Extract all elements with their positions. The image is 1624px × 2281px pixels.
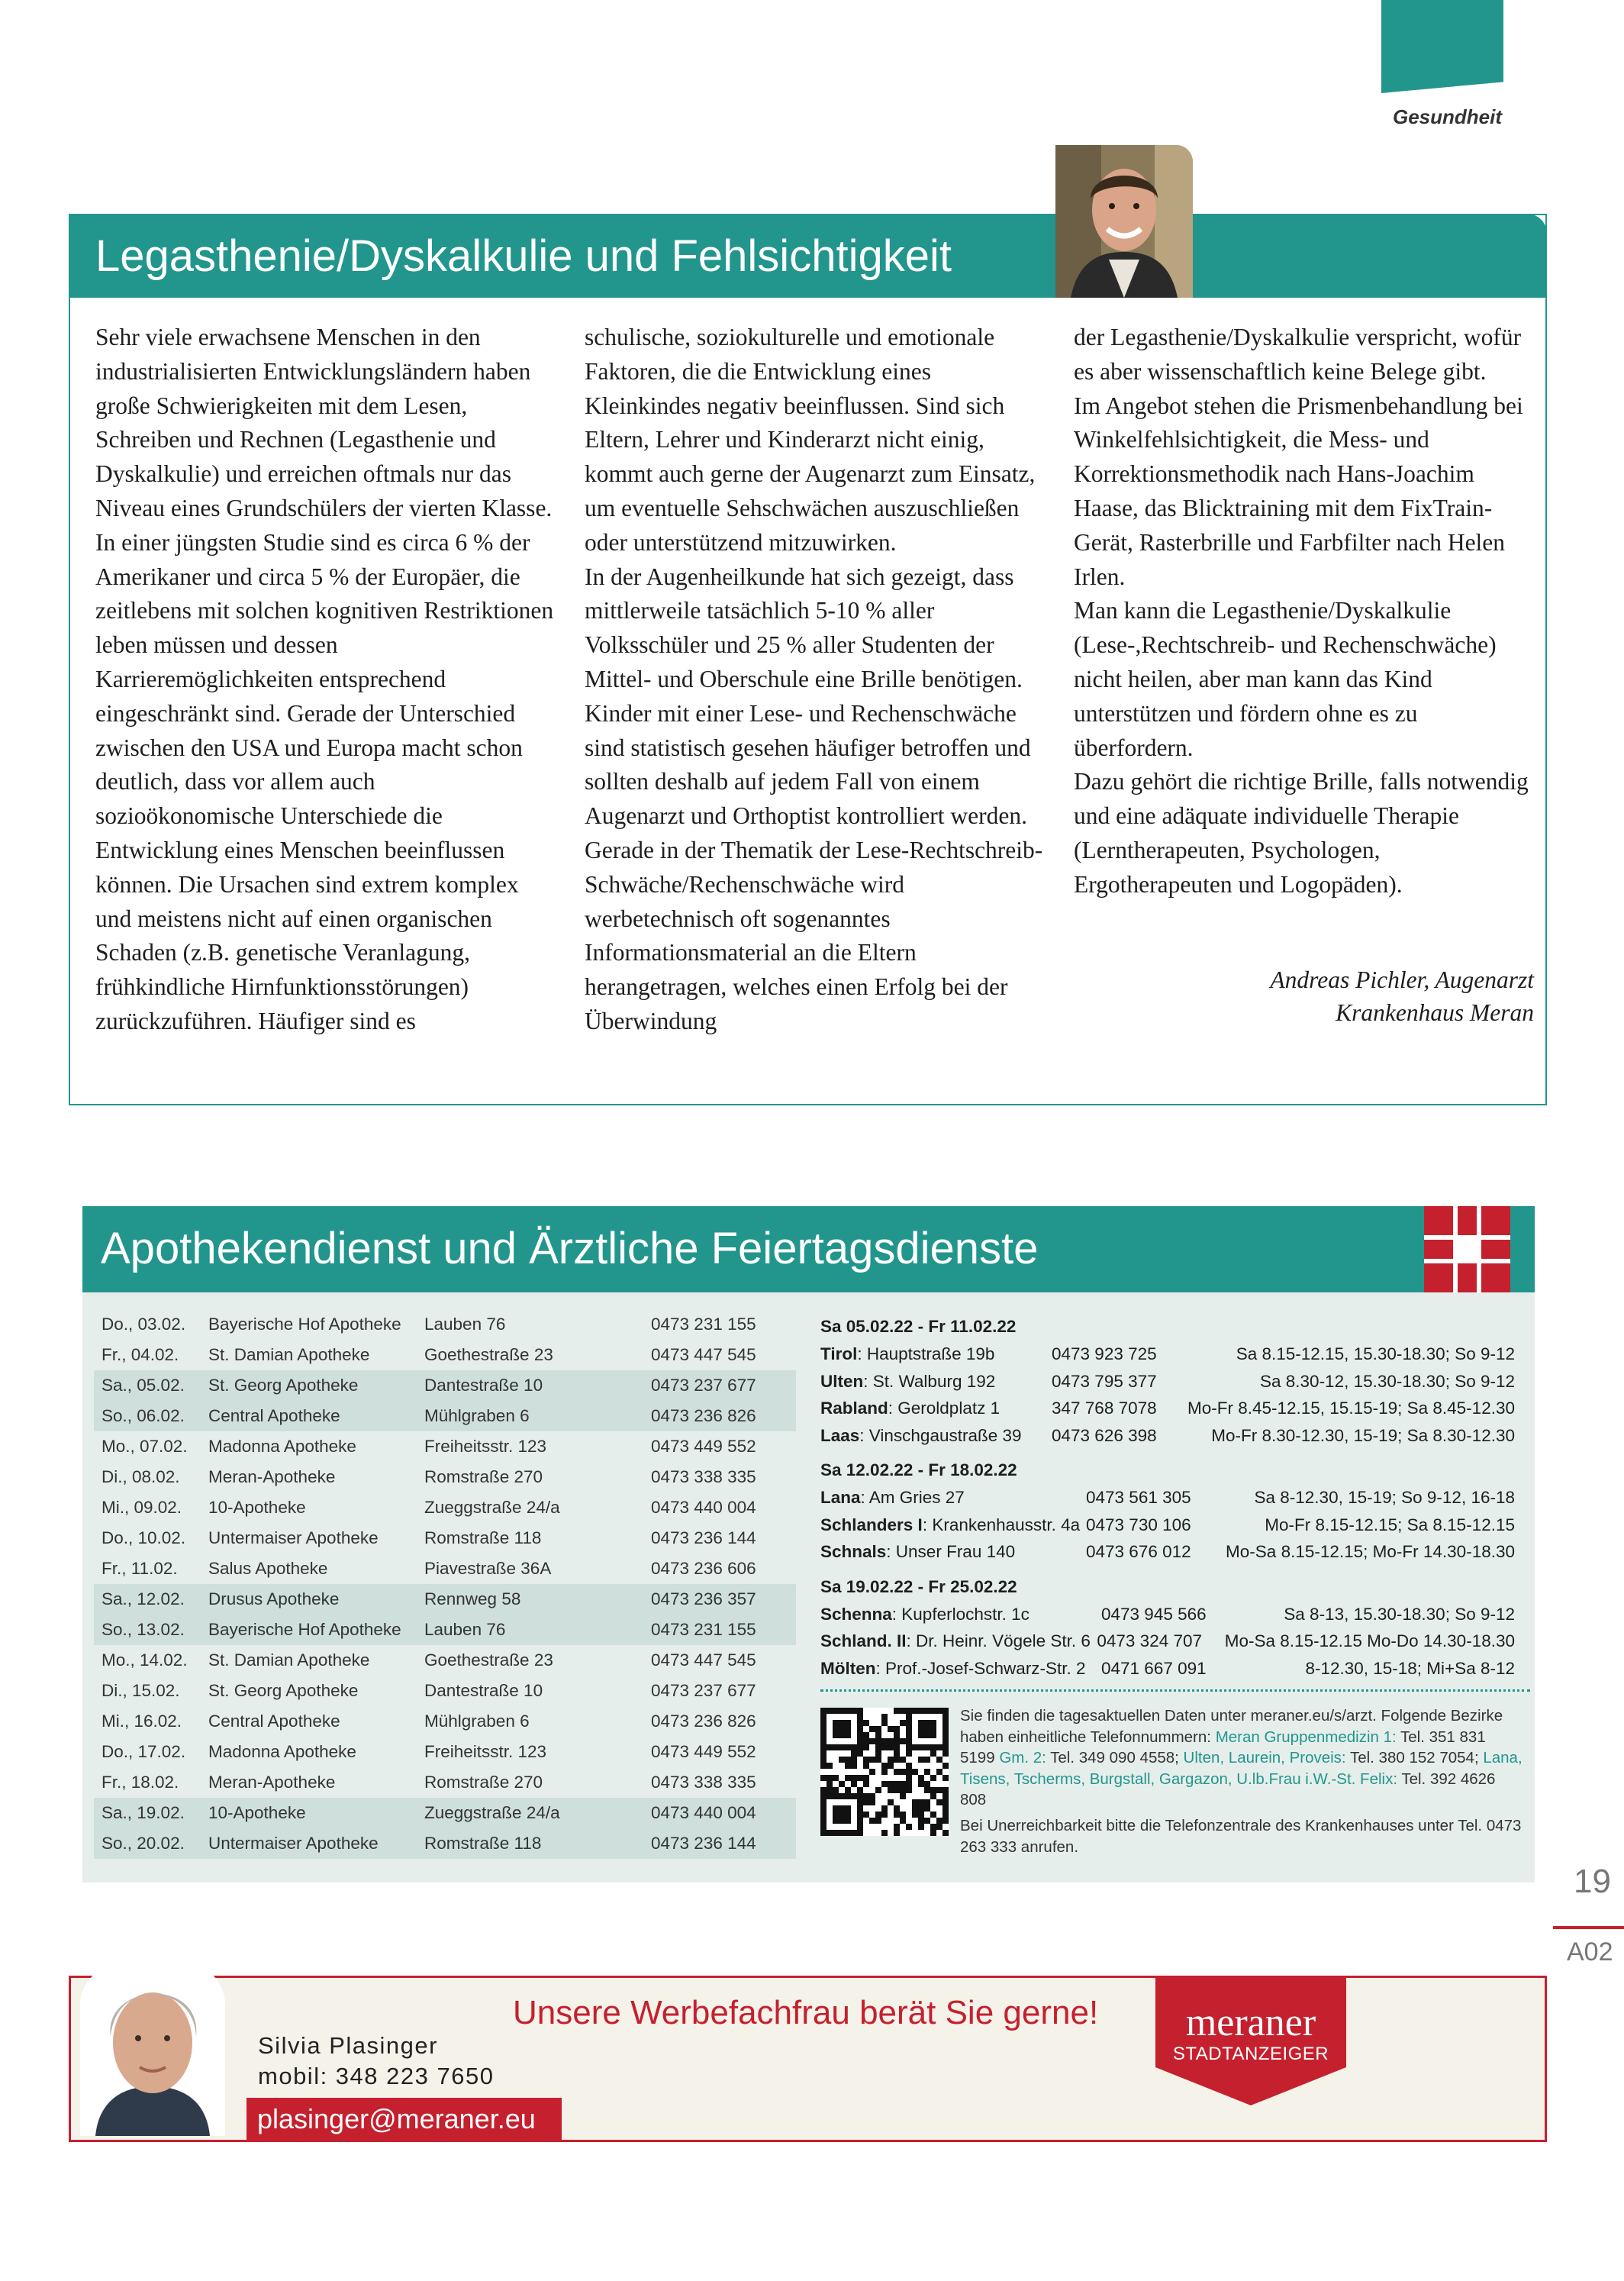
table-row [94, 1462, 796, 1492]
pharmacy-name-cell: St. Damian Apotheke [208, 1650, 370, 1670]
doctor-hours: Mo-Fr 8.15-12.15; Sa 8.15-12.15 [1265, 1515, 1515, 1534]
date-cell: Sa., 12.02. [94, 1584, 201, 1615]
pharmacy-name-cell: Bayerische Hof Apotheke [201, 1615, 417, 1645]
pharmacy-duty-table [94, 1309, 796, 1859]
address-cell: Freiheitsstr. 123 [424, 1437, 547, 1456]
phone-cell: 0473 440 004 [651, 1498, 756, 1517]
table-row [94, 1798, 796, 1828]
doctor-info-text [960, 1705, 1525, 1857]
doctor-location [820, 1422, 1052, 1450]
info-paragraph: Sie finden die tagesaktuellen Daten unter meraner.eu/s/arzt. Folgende Bezirke haben einheitliche Telefonnummern: Meran Gruppenmedizin 1: Tel. 351 831 5199 Gm. 2: Tel. 349 090 4558; Ulten, Laurein, Proveis: Tel. 380 152 7054; Lana, Tisens, Tscherms, Burgstall, Gargazon, U.lb.Frau i.W.-St. Felix: Tel. 392 4626 808 [960, 1707, 1522, 1809]
doctor-hours: 8-12.30, 15-18; Mi+Sa 8-12 [1305, 1658, 1515, 1678]
address-cell: Romstraße 118 [417, 1828, 643, 1859]
doctor-location [820, 1655, 1101, 1683]
pharmacy-name-cell: Madonna Apotheke [208, 1742, 356, 1761]
pharmacy-name-cell: St. Georg Apotheke [201, 1370, 417, 1401]
doctor-phone: 0473 324 707 [1097, 1631, 1203, 1650]
phone-cell: 0473 447 545 [651, 1345, 756, 1364]
doctor-duty-row [820, 1628, 1515, 1655]
doctor-address: : Am Gries 27 [860, 1488, 965, 1507]
table-row [94, 1401, 796, 1431]
article-column-2 [585, 321, 1046, 1039]
date-cell: Di., 08.02. [102, 1467, 180, 1486]
doctor-duty-row [820, 1512, 1515, 1539]
page-number-rule [1553, 1926, 1624, 1929]
pharmacy-name-cell: Central Apotheke [201, 1401, 417, 1431]
logo-name: meraner [1185, 2001, 1316, 2044]
pharmacy-cross-icon [1424, 1206, 1510, 1292]
address-cell: Piavestraße 36A [424, 1559, 552, 1578]
doctor-duty-row [820, 1395, 1515, 1422]
doctor-duty-row [820, 1655, 1515, 1683]
date-cell: Do., 10.02. [102, 1528, 186, 1547]
phone-cell: 0473 447 545 [651, 1650, 756, 1670]
date-cell: Mo., 07.02. [102, 1437, 188, 1456]
doctor-hours: Mo-Sa 8.15-12.15 Mo-Do 14.30-18.30 [1224, 1631, 1515, 1650]
pharmacy-name-cell: 10-Apotheke [201, 1798, 417, 1828]
table-row [94, 1523, 796, 1553]
paragraph: Man kann die Legasthenie/Dyskalkulie (Lese-,Rechtschreib- und Rechenschwäche) nicht heilen, aber man kann das Kind unterstützen und fördern ohne es zu überfordern. [1074, 597, 1497, 761]
doctor-place: Ulten [820, 1371, 864, 1391]
phone-cell: 0473 236 357 [643, 1584, 796, 1615]
doctor-address: : Geroldplatz 1 [888, 1399, 1000, 1418]
doctor-place: Schnals [820, 1542, 887, 1561]
doctor-address: : Dr. Heinr. Vögele Str. 6 [906, 1631, 1091, 1650]
table-row [94, 1340, 796, 1370]
phone-cell: 0473 449 552 [651, 1742, 756, 1761]
address-cell: Romstraße 270 [424, 1773, 543, 1792]
doctor-phone: 0473 945 566 [1101, 1604, 1207, 1624]
doctor-place: Schland. II [820, 1631, 907, 1650]
table-row [94, 1615, 796, 1645]
pharmacy-name-cell: St. Georg Apotheke [208, 1681, 359, 1700]
date-cell: So., 20.02. [94, 1828, 201, 1859]
doctor-address: : Prof.-Josef-Schwarz-Str. 2 [875, 1658, 1086, 1678]
pharmacy-name-cell: Meran-Apotheke [208, 1773, 336, 1792]
doctor-duty-row [820, 1484, 1515, 1512]
table-row [94, 1706, 796, 1737]
doctor-hours: Sa 8.30-12, 15.30-18.30; So 9-12 [1260, 1371, 1515, 1391]
table-row [94, 1553, 796, 1584]
phone-cell: 0473 231 155 [651, 1315, 756, 1334]
doctor-location [820, 1601, 1101, 1628]
phone-cell: 0473 338 335 [651, 1467, 756, 1486]
doctor-duty-row [820, 1538, 1515, 1566]
doctor-hours: Mo-Fr 8.30-12.30, 15-19; Sa 8.30-12.30 [1211, 1425, 1515, 1445]
doctor-place: Laas [820, 1425, 860, 1445]
article-column-1 [95, 321, 557, 1039]
doctor-place: Schenna [820, 1604, 892, 1624]
phone-cell: 0473 236 144 [651, 1528, 756, 1547]
table-row [94, 1767, 796, 1798]
dotted-divider [820, 1689, 1530, 1692]
phone-cell: 0473 338 335 [651, 1773, 756, 1792]
corner-tab [1381, 0, 1503, 93]
doctor-location [820, 1628, 1097, 1655]
doctor-address: : Unser Frau 140 [886, 1542, 1016, 1561]
doctor-duty-row [820, 1368, 1515, 1395]
pharmacy-name-cell: Drusus Apotheke [201, 1584, 417, 1615]
address-cell: Freiheitsstr. 123 [424, 1742, 547, 1761]
phone-cell: 0473 236 606 [651, 1559, 756, 1578]
logo-subtitle: STADTANZEIGER [1172, 2044, 1329, 2064]
doctor-duty-group [820, 1457, 1515, 1566]
doctor-hours: Mo-Sa 8.15-12.15; Mo-Fr 14.30-18.30 [1226, 1542, 1515, 1561]
doctor-phone: 0473 795 377 [1052, 1371, 1157, 1391]
doctor-address: : Kupferlochstr. 1c [891, 1604, 1030, 1624]
article-title: Legasthenie/Dyskalkulie und Fehlsichtigkeit [95, 231, 952, 281]
author-line-1: Andreas Pichler, Augenarzt [1270, 966, 1534, 993]
doctor-hours: Mo-Fr 8.45-12.15, 15.15-19; Sa 8.45-12.30 [1187, 1399, 1515, 1418]
paragraph: Dazu gehört die richtige Brille, falls notwendig und eine adäquate individuelle Therapie (Lerntherapeuten, Psychologen, Ergotherapeuten und Logopäden). [1074, 768, 1529, 898]
paragraph: In der Augenheilkunde hat sich gezeigt, dass mittlerweile tatsächlich 5-10 % aller Volksschüler und 25 % aller Studenten der Mittel- und Oberschule eine Brille benötigen. Kinder mit einer Lese- und Rechenschwäche sind statistisch gesehen häufiger betroffen und sollten deshalb auf jedem Fall von einem Augenarzt und Orthoptist kontrolliert werden. [585, 563, 1031, 830]
doctor-hours: Sa 8-12.30, 15-19; So 9-12, 16-18 [1254, 1488, 1515, 1507]
page-number: 19 [1574, 1863, 1611, 1900]
address-cell: Lauben 76 [417, 1615, 643, 1645]
doctor-duty-row [820, 1601, 1515, 1628]
doctor-phone: 0471 667 091 [1101, 1658, 1207, 1678]
doctor-location [820, 1341, 1052, 1368]
doctor-duty-heading: Sa 05.02.22 - Fr 11.02.22 [820, 1317, 1017, 1336]
doctor-location [820, 1484, 1086, 1512]
table-row [94, 1370, 796, 1401]
doctor-duty-list [820, 1313, 1515, 1689]
address-cell: Mühlgraben 6 [417, 1401, 643, 1431]
address-cell: Goethestraße 23 [424, 1345, 553, 1364]
address-cell: Romstraße 118 [424, 1528, 542, 1547]
doctor-duty-heading: Sa 12.02.22 - Fr 18.02.22 [820, 1460, 1017, 1479]
phone-cell: 0473 449 552 [651, 1437, 756, 1456]
date-cell: Do., 03.02. [102, 1315, 186, 1334]
pharmacy-name-cell: Meran-Apotheke [208, 1467, 336, 1486]
ad-contact-photo [80, 1953, 225, 2136]
doctor-place: Mölten [820, 1658, 876, 1678]
author-photo [1055, 145, 1193, 298]
table-row [94, 1676, 796, 1706]
address-cell: Rennweg 58 [417, 1584, 643, 1615]
qr-code-icon[interactable] [820, 1708, 949, 1836]
phone-cell: 0473 236 826 [643, 1401, 796, 1431]
doctor-location [820, 1395, 1052, 1422]
table-row [94, 1309, 796, 1340]
pharmacy-name-cell: St. Damian Apotheke [208, 1345, 370, 1364]
doctor-location [820, 1512, 1086, 1539]
table-row [94, 1645, 796, 1676]
doctor-place: Tirol [820, 1344, 858, 1363]
doctor-phone: 347 768 7078 [1052, 1399, 1157, 1418]
doctor-location [820, 1368, 1052, 1395]
paragraph: Gerade in der Thematik der Lese-Rechtschreib-Schwäche/Rechenschwäche wird werbetechnisch oft sogenanntes Informationsmaterial an die Eltern herangetragen, welches einen Erfolg bei der Überwindung [585, 836, 1043, 1034]
table-row [94, 1492, 796, 1523]
address-cell: Goethestraße 23 [424, 1650, 553, 1670]
pharmacy-name-cell: Salus Apotheke [208, 1559, 328, 1578]
doctor-place: Lana [820, 1488, 861, 1507]
date-cell: Fr., 11.02. [102, 1559, 178, 1578]
date-cell: So., 13.02. [94, 1615, 201, 1645]
table-row [94, 1828, 796, 1859]
date-cell: Mo., 14.02. [102, 1650, 188, 1670]
doctor-phone: 0473 561 305 [1086, 1488, 1191, 1507]
paragraph: Sehr viele erwachsene Menschen in den industrialisierten Entwicklungsländern haben große Schwierigkeiten mit dem Lesen, Schreiben und Rechnen (Legasthenie und Dyskalkulie) und erreichen oftmals nur das Niveau eines Grundschülers der vierten Klasse. In einer jüngsten Studie sind es circa 6 % der Amerikaner und circa 5 % der Europäer, die zeitlebens mit solchen kognitiven Restriktionen leben müssen und dessen Karrieremöglichkeiten entsprechend eingeschränkt sind. Gerade der Unterschied zwischen den USA und Europa macht schon deutlich, dass vor allem auch sozioökonomische Unterschiede die Entwicklung eines Menschen beeinflussen können. Die Ursachen sind extrem komplex und meistens nicht auf einen organischen Schaden (z.B. genetische Veranlagung, frühkindliche Hirnfunktionsstörungen) zurückzuführen. Häufiger sind es [95, 324, 554, 1034]
date-cell: Sa., 05.02. [94, 1370, 201, 1401]
paragraph: der Legasthenie/Dyskalkulie verspricht, wofür es aber wissenschaftlich keine Belege gibt. [1074, 324, 1522, 385]
doctor-duty-heading: Sa 19.02.22 - Fr 25.02.22 [820, 1576, 1017, 1596]
article-column-3 [1074, 321, 1535, 902]
paragraph: schulische, soziokulturelle und emotionale Faktoren, die die Entwicklung eines Kleinkindes negativ beeinflussen. Sind sich Eltern, Lehrer und Kinderarzt nicht einig, kommt auch gerne der Augenarzt zum Einsatz, um eventuelle Sehschwächen auszuschließen oder unterstützend mitzuwirken. [585, 324, 1036, 556]
doctor-hours: Sa 8.15-12.15, 15.30-18.30; So 9-12 [1236, 1344, 1515, 1363]
doctor-place: Rabland [820, 1399, 888, 1418]
address-cell: Dantestraße 10 [417, 1370, 643, 1401]
pharmacy-name-cell: 10-Apotheke [208, 1498, 306, 1517]
doctor-address: : Hauptstraße 19b [857, 1344, 995, 1363]
doctor-location [820, 1538, 1086, 1566]
section-tag: Gesundheit [1392, 105, 1502, 128]
doctor-duty-row [820, 1341, 1515, 1368]
pharmacy-name-cell: Madonna Apotheke [208, 1437, 356, 1456]
pharmacy-name-cell: Bayerische Hof Apotheke [208, 1315, 401, 1334]
doctor-address: : Krankenhausstr. 4a [922, 1515, 1081, 1534]
doctor-place: Schlanders I [820, 1515, 923, 1534]
address-cell: Zueggstraße 24/a [417, 1798, 643, 1828]
date-cell: Mi., 16.02. [102, 1712, 182, 1731]
phone-cell: 0473 236 826 [651, 1712, 756, 1731]
doctor-duty-group [820, 1313, 1515, 1449]
table-row [94, 1584, 796, 1615]
date-cell: Sa., 19.02. [94, 1798, 201, 1828]
pharmacy-name-cell: Central Apotheke [208, 1712, 340, 1731]
doctor-phone: 0473 626 398 [1052, 1425, 1157, 1445]
date-cell: Fr., 04.02. [102, 1345, 179, 1364]
doctor-phone: 0473 730 106 [1086, 1515, 1191, 1534]
doctor-duty-row [820, 1422, 1515, 1450]
address-cell: Dantestraße 10 [424, 1681, 543, 1700]
phone-cell: 0473 237 677 [651, 1681, 756, 1700]
doctor-phone: 0473 923 725 [1052, 1344, 1157, 1363]
address-cell: Zueggstraße 24/a [424, 1498, 560, 1517]
pharmacy-name-cell: Untermaiser Apotheke [201, 1828, 417, 1859]
info-note: Bei Unerreichbarkeit bitte die Telefonzentrale des Krankenhauses unter Tel. 0473 263 333 anrufen. [960, 1816, 1522, 1856]
doctor-address: : Vinschgaustraße 39 [859, 1425, 1022, 1445]
page-code: A02 [1567, 1937, 1613, 1966]
phone-cell: 0473 440 004 [643, 1798, 796, 1828]
date-cell: Di., 15.02. [102, 1681, 180, 1700]
date-cell: Mi., 09.02. [102, 1498, 182, 1517]
doctor-duty-group [820, 1573, 1515, 1683]
address-cell: Lauben 76 [424, 1315, 506, 1334]
date-cell: So., 06.02. [94, 1401, 201, 1431]
address-cell: Romstraße 270 [424, 1467, 543, 1486]
table-row [94, 1431, 796, 1462]
pharmacy-title: Apothekendienst und Ärztliche Feiertagsdienste [101, 1224, 1039, 1273]
phone-cell: 0473 237 677 [643, 1370, 796, 1401]
date-cell: Do., 17.02. [102, 1742, 186, 1761]
pharmacy-name-cell: Untermaiser Apotheke [208, 1528, 379, 1547]
phone-cell: 0473 231 155 [643, 1615, 796, 1645]
author-signature [1270, 963, 1534, 1029]
table-row [94, 1737, 796, 1767]
doctor-address: : St. Walburg 192 [863, 1371, 996, 1391]
ad-contact-name: Silvia Plasinger [258, 2032, 438, 2059]
ad-slogan: Unsere Werbefachfrau berät Sie gerne! [513, 1994, 1099, 2031]
doctor-hours: Sa 8-13, 15.30-18.30; So 9-12 [1284, 1604, 1515, 1624]
ad-contact-email-link[interactable]: plasinger@meraner.eu [246, 2098, 562, 2142]
date-cell: Fr., 18.02. [102, 1773, 179, 1792]
phone-cell: 0473 236 144 [643, 1828, 796, 1859]
ad-contact-mobile: mobil: 348 223 7650 [258, 2063, 495, 2089]
address-cell: Mühlgraben 6 [424, 1712, 530, 1731]
doctor-phone: 0473 676 012 [1086, 1542, 1191, 1561]
paragraph: Im Angebot stehen die Prismenbehandlung bei Winkelfehlsichtigkeit, die Mess- und Korrektionsmethodik nach Hans-Joachim Haase, das Blicktraining mit dem FixTrain-Gerät, Rasterbrille und Farbfilter nach Helen Irlen. [1074, 392, 1523, 590]
author-line-2: Krankenhaus Meran [1336, 999, 1534, 1026]
